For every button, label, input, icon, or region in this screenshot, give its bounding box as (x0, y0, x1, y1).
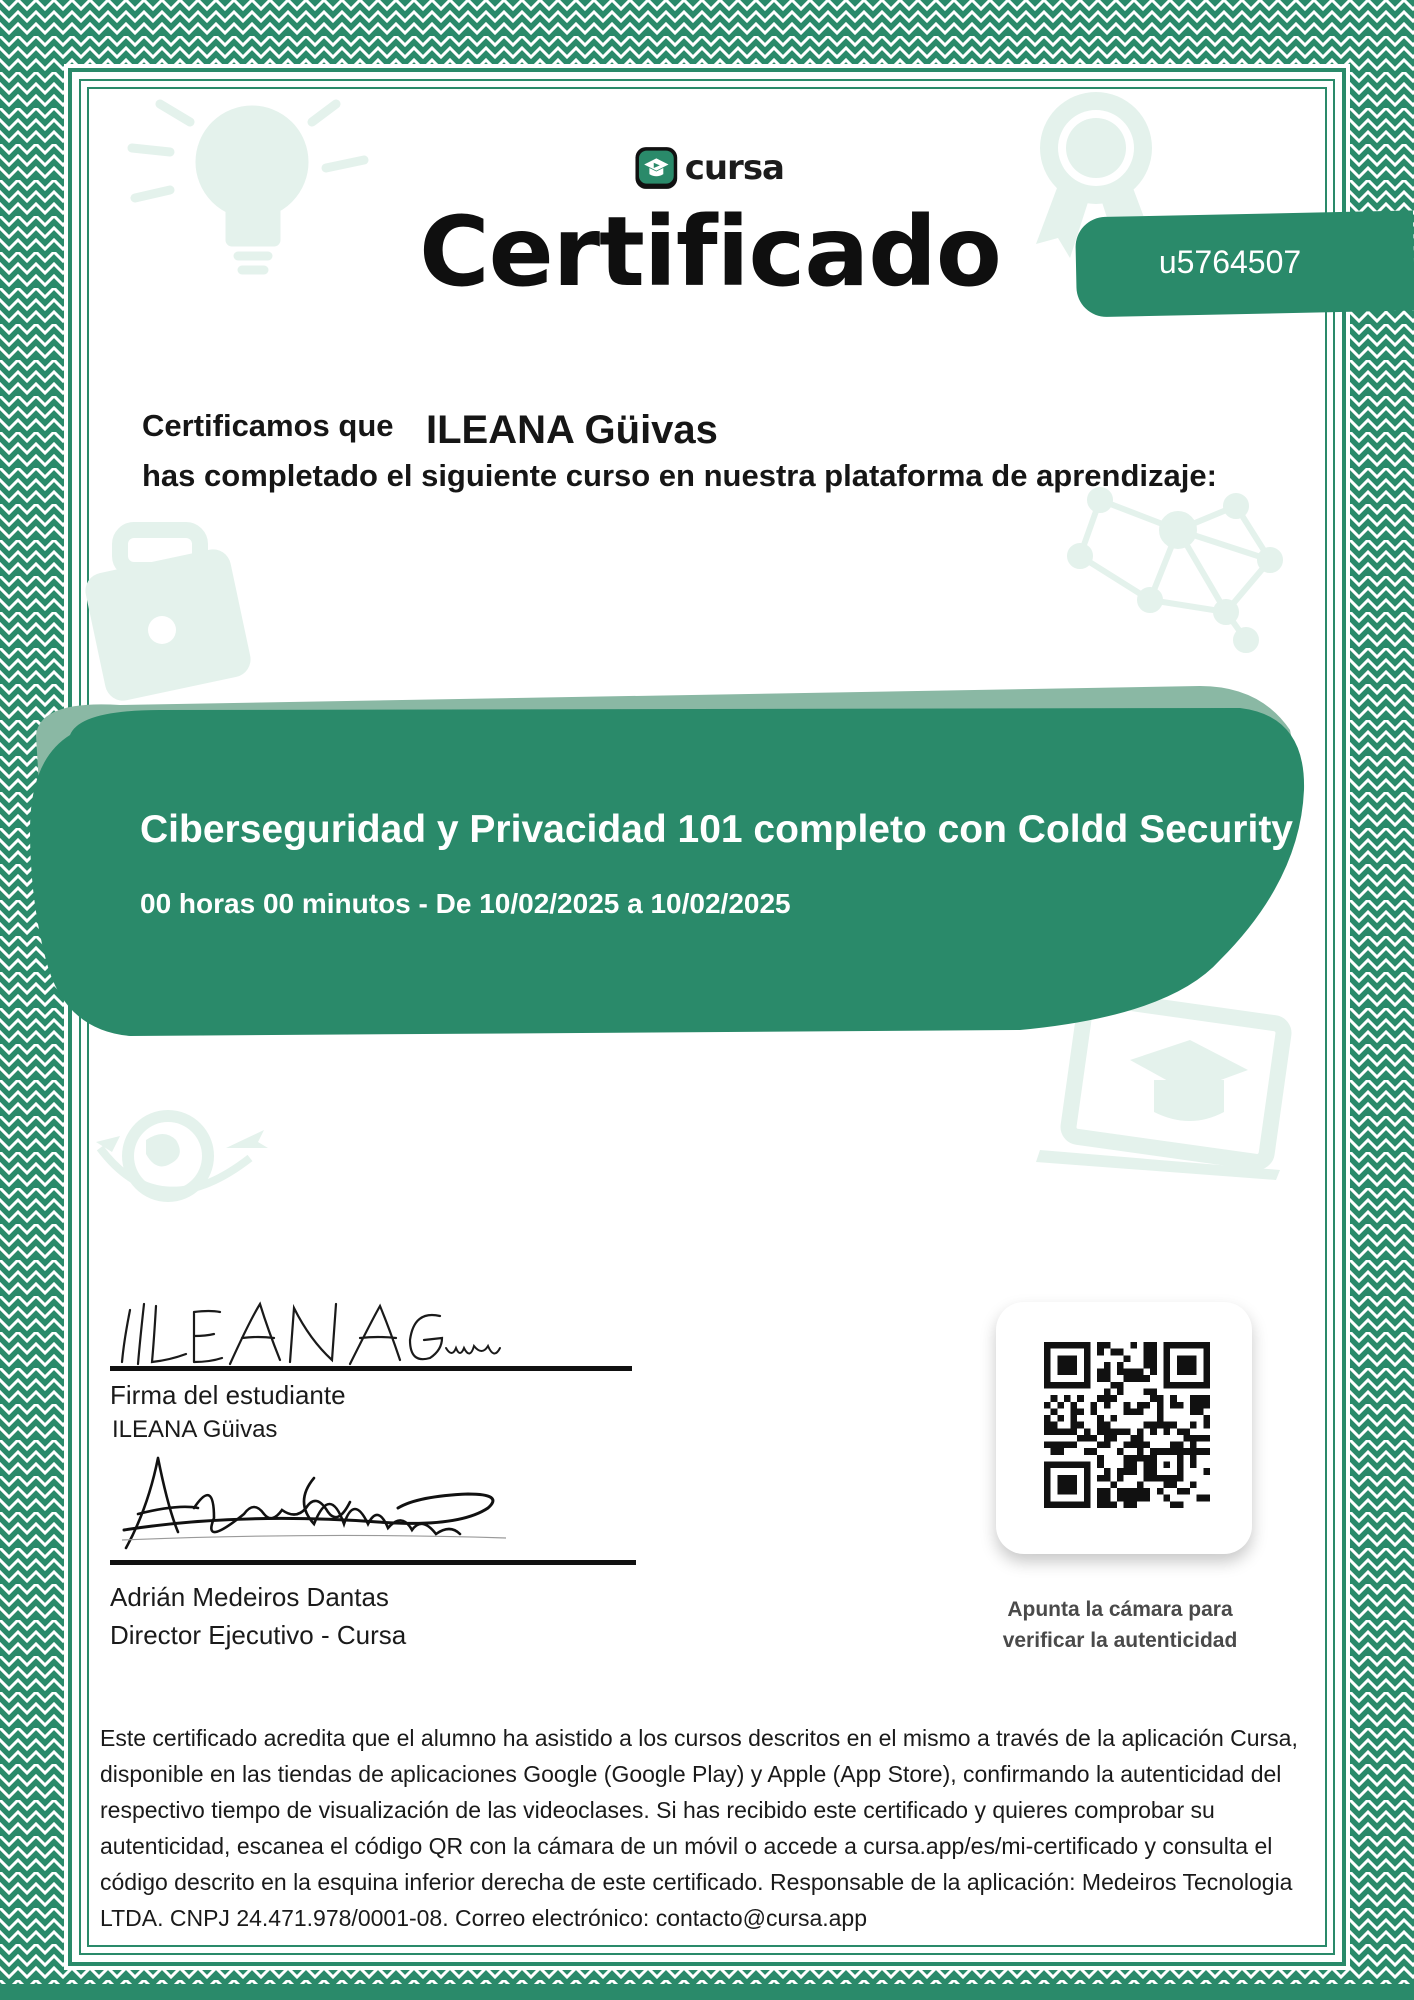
director-name: Adrián Medeiros Dantas (110, 1582, 389, 1612)
student-signature-name: ILEANA Güivas (112, 1416, 278, 1443)
qr-caption-line1: Apunta la cámara para (1007, 1598, 1233, 1621)
completed-text: has completado el siguiente curso en nuestra plataforma de aprendizaje: (142, 458, 1217, 493)
director-signature (118, 1448, 508, 1558)
course-ribbon (30, 686, 1304, 1036)
student-name: ILEANA Güivas (426, 408, 718, 452)
footer-legal-text: Este certificado acredita que el alumno ha asistido a los cursos descritos en el mismo a través de la aplicación Cursa, disponible en las tiendas de aplicaciones Google (Google Play) y Apple (App Store), confirmando la autenticidad del respectivo tiempo de visualización de las videoclases. Si has recibido este certificado y quieres comprobar su autenticidad, escanea el código QR con la cámara de un móvil o accede a cursa.app/es/mi-certificado y consulta el código descrito en la esquina inferior derecha de este certificado. Responsable de la aplicación: Medeiros Tecnologia LTDA. CNPJ 24.471.978/0001-08. Correo electrónico: contacto@cursa.app (100, 1725, 1298, 1931)
certificate-code: u5764507 (1158, 244, 1302, 280)
student-signature (110, 1290, 510, 1370)
certify-intro: Certificamos que (142, 408, 394, 443)
student-signature-label: Firma del estudiante (110, 1380, 346, 1410)
director-role: Director Ejecutivo - Cursa (110, 1620, 407, 1650)
student-signature-line (110, 1366, 632, 1371)
qr-caption (960, 1594, 1280, 1656)
cursa-logo (632, 140, 784, 196)
qr-caption-line2: verificar la autenticidad (1002, 1629, 1238, 1652)
certificate-title: Certificado (419, 196, 1001, 308)
director-signature-line (110, 1560, 636, 1565)
qr-code-icon (1044, 1342, 1210, 1508)
course-title: Ciberseguridad y Privacidad 101 completo con Coldd Security (140, 808, 1293, 851)
course-dates: 00 horas 00 minutos - De 10/02/2025 a 10/02/2025 (140, 888, 791, 919)
qr-card (996, 1302, 1252, 1554)
cursa-logo-icon (632, 140, 681, 196)
brand-name: cursa (684, 148, 784, 188)
